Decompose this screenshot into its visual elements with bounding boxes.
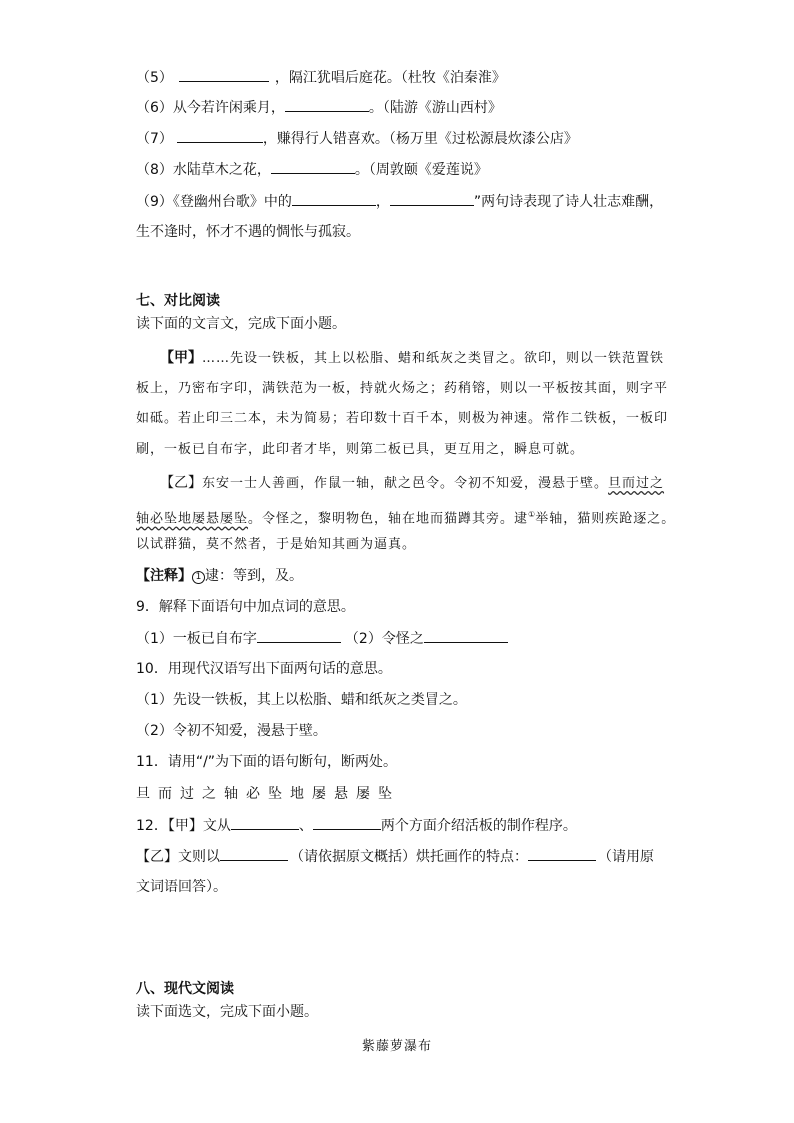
answer-blank[interactable] xyxy=(220,846,288,861)
question-11-sentence: 旦而过之轴必坠地屡悬屡坠 xyxy=(136,786,400,802)
answer-blank[interactable] xyxy=(285,97,369,112)
passage-jia-label: 【甲】 xyxy=(160,350,202,366)
passage-jia-line: 板上，乃密布字印，满铁范为一板，持就火炀之；药稍镕，则以一平板按其面，则字平 xyxy=(136,381,669,396)
section-7-title: 七、对比阅读 xyxy=(136,293,220,309)
question-12-line-2: 【乙】文则以 （请依据原文概括）烘托画作的特点： （请用原 xyxy=(136,846,654,867)
section-8-title: 八、现代文阅读 xyxy=(136,981,234,997)
poem-line-8: （8）水陆草木之花， 。（周敦颐《爱莲说》 xyxy=(136,159,488,180)
circled-number-icon: 1 xyxy=(192,571,205,584)
poem-line-5: （5） ，隔江犹唱后庭花。（杜牧《泊秦淮》 xyxy=(136,67,506,88)
answer-blank[interactable] xyxy=(528,846,596,861)
answer-blank[interactable] xyxy=(271,159,355,174)
wavy-underlined-text: 轴必坠地屡悬屡坠 xyxy=(136,511,249,527)
question-9: 9．解释下面语句中加点词的意思。 xyxy=(136,599,355,615)
question-12-line-3: 文词语回答）。 xyxy=(136,879,227,895)
passage-jia-line: 如砥。若止印三二本，未为简易；若印数十百千本，则极为神速。常作二铁板，一板印 xyxy=(136,411,669,426)
section-7-intro: 读下面的文言文，完成下面小题。 xyxy=(136,316,346,332)
answer-blank[interactable] xyxy=(292,191,376,206)
question-11: 11．请用“/”为下面的语句断句，断两处。 xyxy=(136,754,398,770)
passage-yi-line: 以试群猫，莫不然者，于是始知其画为逼真。 xyxy=(136,537,417,552)
question-10-item-1: （1）先设一铁板，其上以松脂、蜡和纸灰之类冒之。 xyxy=(136,692,467,708)
answer-blank[interactable] xyxy=(231,815,299,830)
note: 【注释】 1 逮：等到，及。 xyxy=(136,568,303,584)
question-10-item-2: （2）令初不知爱，漫悬于壁。 xyxy=(136,723,327,739)
passage-yi-line: 【乙】东安一士人善画，作鼠一轴，献之邑令。令初不知爱，漫悬于壁。旦而过之 xyxy=(160,475,665,491)
wavy-underlined-text: 旦而过之 xyxy=(608,476,665,491)
answer-blank[interactable] xyxy=(390,191,474,206)
question-12: 12．【甲】文从 、 两个方面介绍活板的制作程序。 xyxy=(136,815,577,836)
answer-blank[interactable] xyxy=(313,815,381,830)
answer-blank[interactable] xyxy=(424,628,508,643)
question-9-items: （1）一板已自布字 （2）令怪之 xyxy=(136,628,508,649)
answer-blank[interactable] xyxy=(257,628,341,643)
passage-yi-label: 【乙】 xyxy=(160,475,202,491)
passage-jia-line: 刷，一板已自布字，此印者才毕，则第二板已具，更互用之，瞬息可就。 xyxy=(136,442,585,457)
poem-line-6: （6）从今若许闲乘月， 。（陆游《游山西村》 xyxy=(136,97,502,118)
answer-blank[interactable] xyxy=(177,128,263,143)
answer-blank[interactable] xyxy=(179,67,269,82)
passage-jia-line: 【甲】……先设一铁板，其上以松脂、蜡和纸灰之类冒之。欲印，则以一铁范置铁 xyxy=(160,350,665,366)
footnote-marker: ① xyxy=(528,510,536,519)
section-8-intro: 读下面选文，完成下面小题。 xyxy=(136,1004,318,1020)
poem-line-9-cont: 生不逢时，怀才不遇的惆怅与孤寂。 xyxy=(136,224,360,240)
poem-line-9: （9）《登幽州台歌》中的 ， ”两句诗表现了诗人壮志难酬， xyxy=(136,191,663,212)
article-title: 紫藤萝瀑布 xyxy=(361,1039,432,1054)
poem-line-7: （7） ，赚得行人错喜欢。（杨万里《过松源晨炊漆公店》 xyxy=(136,128,578,149)
passage-yi-line: 轴必坠地屡悬屡坠。令怪之，黎明物色，轴在地而猫蹲其旁。逮①举轴，猫则疾跄逐之。 xyxy=(136,510,676,527)
question-10: 10．用现代汉语写出下面两句话的意思。 xyxy=(136,661,392,677)
